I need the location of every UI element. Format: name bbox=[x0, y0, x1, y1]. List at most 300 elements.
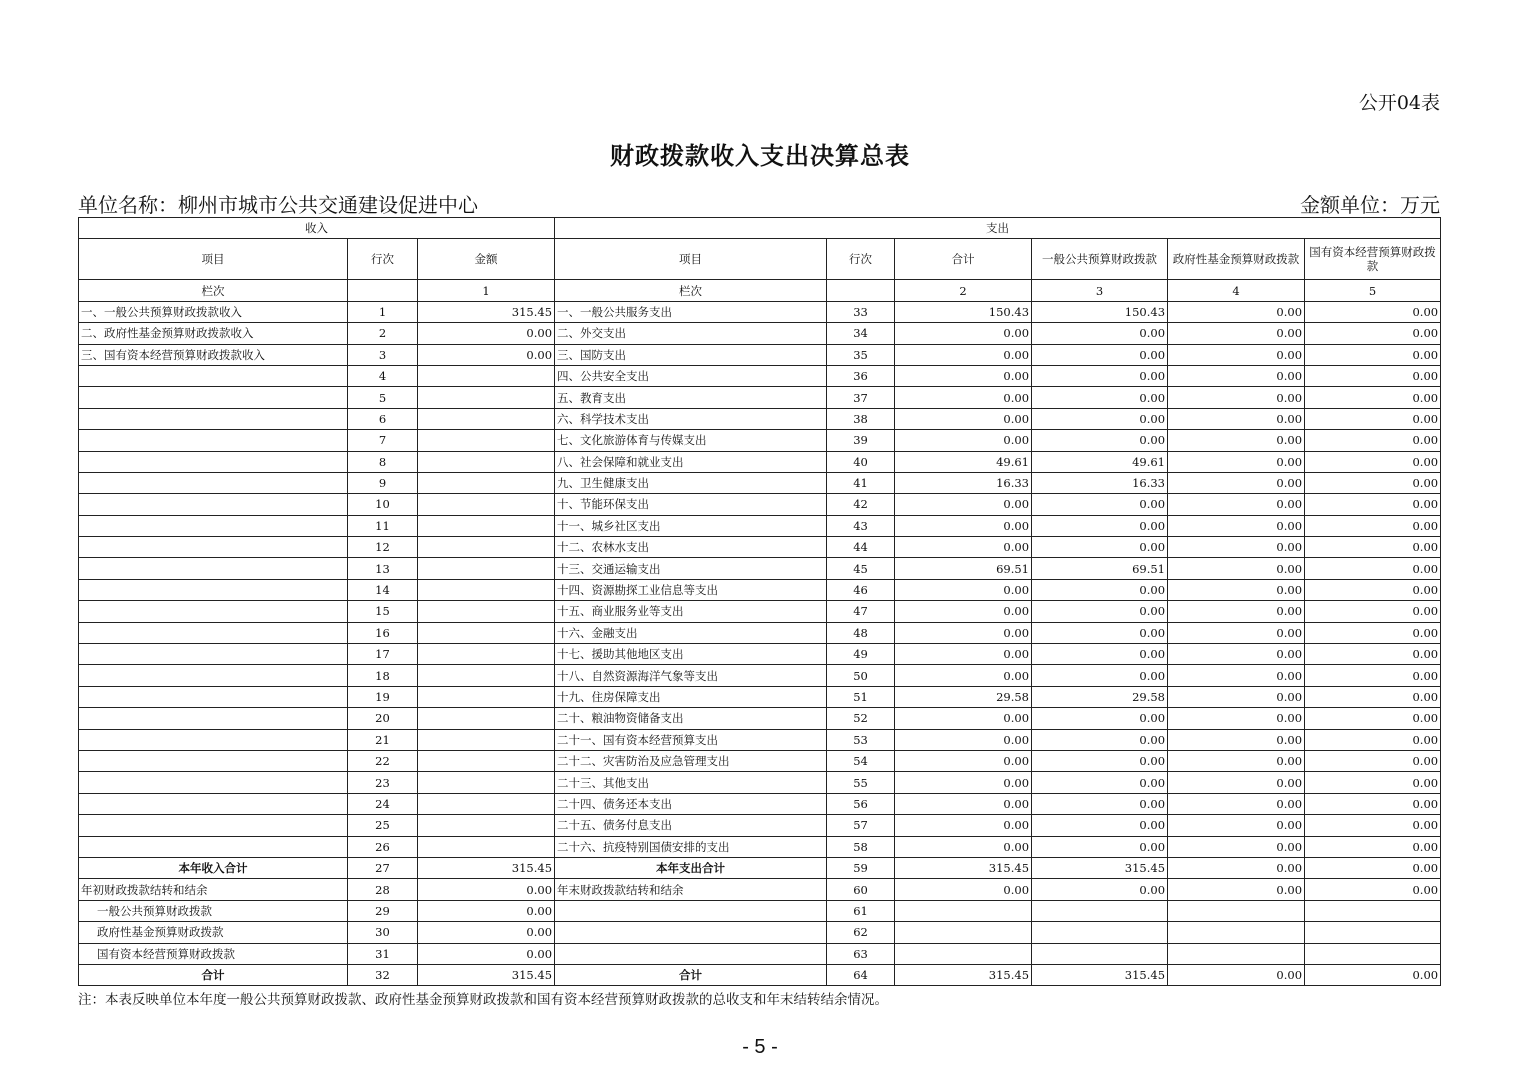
state-capital-amount: 0.00 bbox=[1305, 579, 1441, 600]
gov-fund-amount: 0.00 bbox=[1168, 408, 1305, 429]
table-row bbox=[79, 365, 1441, 386]
state-capital-amount bbox=[1305, 922, 1441, 943]
gov-fund-amount: 0.00 bbox=[1168, 494, 1305, 515]
expense-line: 64 bbox=[827, 964, 895, 985]
expense-total: 0.00 bbox=[895, 323, 1032, 344]
state-capital-amount: 0.00 bbox=[1305, 750, 1441, 771]
gov-fund-amount: 0.00 bbox=[1168, 622, 1305, 643]
income-amount: 0.00 bbox=[418, 943, 555, 964]
income-item: 国有资本经营预算财政拨款 bbox=[79, 943, 348, 964]
expense-line: 51 bbox=[827, 686, 895, 707]
column-number: 1 bbox=[418, 280, 555, 301]
expense-total: 0.00 bbox=[895, 622, 1032, 643]
income-amount bbox=[418, 408, 555, 429]
general-budget-amount bbox=[1032, 900, 1168, 921]
state-capital-amount: 0.00 bbox=[1305, 408, 1441, 429]
gov-fund-amount: 0.00 bbox=[1168, 644, 1305, 665]
income-line: 10 bbox=[348, 494, 418, 515]
income-amount bbox=[418, 515, 555, 536]
expense-line: 40 bbox=[827, 451, 895, 472]
income-amount bbox=[418, 472, 555, 493]
general-budget-amount: 0.00 bbox=[1032, 836, 1168, 857]
income-amount bbox=[418, 793, 555, 814]
column-number: 3 bbox=[1032, 280, 1168, 301]
gov-fund-amount: 0.00 bbox=[1168, 964, 1305, 985]
income-item bbox=[79, 515, 348, 536]
expense-item: 五、教育支出 bbox=[555, 387, 827, 408]
gov-fund-amount: 0.00 bbox=[1168, 579, 1305, 600]
general-budget-amount: 16.33 bbox=[1032, 472, 1168, 493]
income-amount: 315.45 bbox=[418, 857, 555, 878]
income-item bbox=[79, 365, 348, 386]
column-label: 栏次 bbox=[79, 280, 348, 301]
expense-line: 59 bbox=[827, 857, 895, 878]
state-capital-amount: 0.00 bbox=[1305, 729, 1441, 750]
income-item: 合计 bbox=[79, 964, 348, 985]
header-row-2 bbox=[79, 239, 1441, 280]
general-budget-amount: 0.00 bbox=[1032, 793, 1168, 814]
expense-line: 47 bbox=[827, 601, 895, 622]
general-budget-amount: 0.00 bbox=[1032, 750, 1168, 771]
column-number: 5 bbox=[1305, 280, 1441, 301]
state-capital-amount: 0.00 bbox=[1305, 793, 1441, 814]
state-capital-amount: 0.00 bbox=[1305, 451, 1441, 472]
expense-line: 57 bbox=[827, 815, 895, 836]
expense-line: 42 bbox=[827, 494, 895, 515]
expense-item: 十五、商业服务业等支出 bbox=[555, 601, 827, 622]
expense-line: 39 bbox=[827, 430, 895, 451]
income-item bbox=[79, 408, 348, 429]
gov-fund-amount bbox=[1168, 900, 1305, 921]
general-budget-amount: 0.00 bbox=[1032, 579, 1168, 600]
gov-fund-amount: 0.00 bbox=[1168, 665, 1305, 686]
income-amount-header: 金额 bbox=[418, 239, 555, 280]
income-item bbox=[79, 622, 348, 643]
general-budget-amount: 0.00 bbox=[1032, 430, 1168, 451]
state-capital-amount: 0.00 bbox=[1305, 772, 1441, 793]
income-item bbox=[79, 430, 348, 451]
expense-total: 0.00 bbox=[895, 579, 1032, 600]
income-item bbox=[79, 558, 348, 579]
income-line: 18 bbox=[348, 665, 418, 686]
expense-item: 二十四、债务还本支出 bbox=[555, 793, 827, 814]
state-capital-amount: 0.00 bbox=[1305, 708, 1441, 729]
expense-line: 35 bbox=[827, 344, 895, 365]
expense-line: 46 bbox=[827, 579, 895, 600]
income-line: 7 bbox=[348, 430, 418, 451]
income-header: 收入 bbox=[79, 218, 555, 239]
expense-total bbox=[895, 922, 1032, 943]
expense-item: 合计 bbox=[555, 964, 827, 985]
expense-total: 150.43 bbox=[895, 301, 1032, 322]
income-item bbox=[79, 686, 348, 707]
page-number: - 5 - bbox=[742, 1036, 778, 1058]
general-budget-amount: 0.00 bbox=[1032, 515, 1168, 536]
income-line-header: 行次 bbox=[348, 239, 418, 280]
column-number: 4 bbox=[1168, 280, 1305, 301]
form-number: 公开04表 bbox=[1358, 92, 1440, 114]
income-item bbox=[79, 793, 348, 814]
income-line: 5 bbox=[348, 387, 418, 408]
income-line: 13 bbox=[348, 558, 418, 579]
gov-fund-amount: 0.00 bbox=[1168, 301, 1305, 322]
expense-total: 0.00 bbox=[895, 729, 1032, 750]
general-budget-amount: 0.00 bbox=[1032, 601, 1168, 622]
income-line: 16 bbox=[348, 622, 418, 643]
state-capital-amount: 0.00 bbox=[1305, 622, 1441, 643]
table-row bbox=[79, 515, 1441, 536]
income-amount bbox=[418, 686, 555, 707]
income-line: 25 bbox=[348, 815, 418, 836]
expense-item: 七、文化旅游体育与传媒支出 bbox=[555, 430, 827, 451]
state-capital-amount: 0.00 bbox=[1305, 964, 1441, 985]
general-budget-amount: 0.00 bbox=[1032, 879, 1168, 900]
income-item bbox=[79, 472, 348, 493]
expense-total: 69.51 bbox=[895, 558, 1032, 579]
expense-item: 二十二、灾害防治及应急管理支出 bbox=[555, 750, 827, 771]
state-capital-amount: 0.00 bbox=[1305, 879, 1441, 900]
income-item-header: 项目 bbox=[79, 239, 348, 280]
general-budget-amount: 0.00 bbox=[1032, 708, 1168, 729]
expense-item bbox=[555, 922, 827, 943]
state-capital-amount: 0.00 bbox=[1305, 836, 1441, 857]
expense-total: 0.00 bbox=[895, 344, 1032, 365]
expense-line: 37 bbox=[827, 387, 895, 408]
income-amount bbox=[418, 579, 555, 600]
expense-total: 0.00 bbox=[895, 793, 1032, 814]
income-line: 15 bbox=[348, 601, 418, 622]
expense-item: 年末财政拨款结转和结余 bbox=[555, 879, 827, 900]
table-row bbox=[79, 772, 1441, 793]
table-row bbox=[79, 815, 1441, 836]
expense-total: 16.33 bbox=[895, 472, 1032, 493]
expense-total: 0.00 bbox=[895, 515, 1032, 536]
income-line: 14 bbox=[348, 579, 418, 600]
unit-name: 单位名称：柳州市城市公共交通建设促进中心 bbox=[78, 193, 478, 217]
state-capital-amount: 0.00 bbox=[1305, 686, 1441, 707]
income-amount bbox=[418, 430, 555, 451]
income-amount bbox=[418, 601, 555, 622]
expense-total: 0.00 bbox=[895, 815, 1032, 836]
state-capital-amount: 0.00 bbox=[1305, 558, 1441, 579]
income-item bbox=[79, 729, 348, 750]
general-budget-amount: 0.00 bbox=[1032, 644, 1168, 665]
state-capital-amount: 0.00 bbox=[1305, 644, 1441, 665]
table-row bbox=[79, 686, 1441, 707]
general-budget-amount bbox=[1032, 943, 1168, 964]
table-row bbox=[79, 879, 1441, 900]
income-line: 9 bbox=[348, 472, 418, 493]
table-row bbox=[79, 964, 1441, 985]
gov-fund-amount: 0.00 bbox=[1168, 750, 1305, 771]
state-capital-amount: 0.00 bbox=[1305, 365, 1441, 386]
general-budget-amount: 0.00 bbox=[1032, 537, 1168, 558]
expense-total: 0.00 bbox=[895, 665, 1032, 686]
expense-line-header: 行次 bbox=[827, 239, 895, 280]
general-budget-amount: 0.00 bbox=[1032, 494, 1168, 515]
income-item bbox=[79, 451, 348, 472]
gov-fund-header: 政府性基金预算财政拨款 bbox=[1168, 239, 1305, 280]
expense-total bbox=[895, 943, 1032, 964]
expense-total: 315.45 bbox=[895, 857, 1032, 878]
general-budget-amount: 315.45 bbox=[1032, 857, 1168, 878]
gov-fund-amount: 0.00 bbox=[1168, 772, 1305, 793]
amount-unit: 金额单位：万元 bbox=[1300, 193, 1440, 217]
expense-line: 58 bbox=[827, 836, 895, 857]
expense-line: 38 bbox=[827, 408, 895, 429]
expense-total: 0.00 bbox=[895, 836, 1032, 857]
expense-item: 十九、住房保障支出 bbox=[555, 686, 827, 707]
gov-fund-amount: 0.00 bbox=[1168, 558, 1305, 579]
general-budget-amount: 0.00 bbox=[1032, 815, 1168, 836]
table-row bbox=[79, 323, 1441, 344]
general-budget-amount: 150.43 bbox=[1032, 301, 1168, 322]
income-item bbox=[79, 708, 348, 729]
income-line: 26 bbox=[348, 836, 418, 857]
state-capital-amount: 0.00 bbox=[1305, 601, 1441, 622]
expense-line: 61 bbox=[827, 900, 895, 921]
expense-item bbox=[555, 900, 827, 921]
income-item: 政府性基金预算财政拨款 bbox=[79, 922, 348, 943]
expense-total: 315.45 bbox=[895, 964, 1032, 985]
expense-total: 0.00 bbox=[895, 537, 1032, 558]
income-line: 2 bbox=[348, 323, 418, 344]
income-line: 11 bbox=[348, 515, 418, 536]
income-item bbox=[79, 750, 348, 771]
expense-item: 八、社会保障和就业支出 bbox=[555, 451, 827, 472]
table-row bbox=[79, 558, 1441, 579]
expense-total: 0.00 bbox=[895, 644, 1032, 665]
income-item bbox=[79, 579, 348, 600]
expense-total: 0.00 bbox=[895, 408, 1032, 429]
column-number-row bbox=[79, 280, 1441, 301]
income-line: 31 bbox=[348, 943, 418, 964]
income-line: 32 bbox=[348, 964, 418, 985]
gov-fund-amount: 0.00 bbox=[1168, 365, 1305, 386]
expense-total bbox=[895, 900, 1032, 921]
income-line: 21 bbox=[348, 729, 418, 750]
expense-item: 十八、自然资源海洋气象等支出 bbox=[555, 665, 827, 686]
gov-fund-amount: 0.00 bbox=[1168, 323, 1305, 344]
expense-total: 0.00 bbox=[895, 750, 1032, 771]
income-item bbox=[79, 815, 348, 836]
table-row bbox=[79, 301, 1441, 322]
expense-line: 34 bbox=[827, 323, 895, 344]
expense-line: 45 bbox=[827, 558, 895, 579]
expense-item: 二十三、其他支出 bbox=[555, 772, 827, 793]
expense-line: 62 bbox=[827, 922, 895, 943]
state-capital-amount: 0.00 bbox=[1305, 857, 1441, 878]
income-item bbox=[79, 772, 348, 793]
table-row bbox=[79, 943, 1441, 964]
expense-total: 0.00 bbox=[895, 430, 1032, 451]
general-budget-amount: 29.58 bbox=[1032, 686, 1168, 707]
gov-fund-amount: 0.00 bbox=[1168, 344, 1305, 365]
income-amount bbox=[418, 772, 555, 793]
expense-line: 43 bbox=[827, 515, 895, 536]
income-item: 本年收入合计 bbox=[79, 857, 348, 878]
expense-total: 0.00 bbox=[895, 772, 1032, 793]
income-amount bbox=[418, 622, 555, 643]
income-amount bbox=[418, 494, 555, 515]
income-amount: 0.00 bbox=[418, 323, 555, 344]
state-capital-amount: 0.00 bbox=[1305, 344, 1441, 365]
expense-item: 四、公共安全支出 bbox=[555, 365, 827, 386]
table-row bbox=[79, 729, 1441, 750]
expense-item: 六、科学技术支出 bbox=[555, 408, 827, 429]
expense-item: 二十、粮油物资储备支出 bbox=[555, 708, 827, 729]
expense-item: 三、国防支出 bbox=[555, 344, 827, 365]
expense-item: 十七、援助其他地区支出 bbox=[555, 644, 827, 665]
gov-fund-amount bbox=[1168, 943, 1305, 964]
income-line: 30 bbox=[348, 922, 418, 943]
expense-item: 十二、农林水支出 bbox=[555, 537, 827, 558]
income-amount bbox=[418, 644, 555, 665]
general-budget-amount: 0.00 bbox=[1032, 323, 1168, 344]
expense-item: 二十五、债务付息支出 bbox=[555, 815, 827, 836]
state-capital-amount: 0.00 bbox=[1305, 494, 1441, 515]
income-amount: 315.45 bbox=[418, 964, 555, 985]
state-capital-amount: 0.00 bbox=[1305, 515, 1441, 536]
income-item bbox=[79, 537, 348, 558]
expense-line: 36 bbox=[827, 365, 895, 386]
gov-fund-amount: 0.00 bbox=[1168, 879, 1305, 900]
table-row bbox=[79, 387, 1441, 408]
expense-item: 一、一般公共服务支出 bbox=[555, 301, 827, 322]
income-amount bbox=[418, 451, 555, 472]
income-line: 8 bbox=[348, 451, 418, 472]
gov-fund-amount: 0.00 bbox=[1168, 537, 1305, 558]
income-line: 23 bbox=[348, 772, 418, 793]
header-row-1 bbox=[79, 218, 1441, 239]
income-line: 22 bbox=[348, 750, 418, 771]
empty-cell bbox=[827, 280, 895, 301]
expense-item-header: 项目 bbox=[555, 239, 827, 280]
table-body bbox=[79, 301, 1441, 986]
expense-total: 0.00 bbox=[895, 708, 1032, 729]
general-budget-amount: 0.00 bbox=[1032, 729, 1168, 750]
gov-fund-amount: 0.00 bbox=[1168, 793, 1305, 814]
column-label: 栏次 bbox=[555, 280, 827, 301]
empty-cell bbox=[348, 280, 418, 301]
expense-line: 63 bbox=[827, 943, 895, 964]
income-line: 12 bbox=[348, 537, 418, 558]
expense-total: 0.00 bbox=[895, 879, 1032, 900]
expense-item: 本年支出合计 bbox=[555, 857, 827, 878]
general-budget-amount: 0.00 bbox=[1032, 665, 1168, 686]
expense-item: 十、节能环保支出 bbox=[555, 494, 827, 515]
income-amount: 315.45 bbox=[418, 301, 555, 322]
table-row bbox=[79, 857, 1441, 878]
expense-total: 0.00 bbox=[895, 387, 1032, 408]
state-capital-amount: 0.00 bbox=[1305, 815, 1441, 836]
expense-line: 60 bbox=[827, 879, 895, 900]
income-item bbox=[79, 644, 348, 665]
gov-fund-amount: 0.00 bbox=[1168, 708, 1305, 729]
table-row bbox=[79, 494, 1441, 515]
state-capital-amount: 0.00 bbox=[1305, 387, 1441, 408]
income-amount bbox=[418, 708, 555, 729]
expense-line: 49 bbox=[827, 644, 895, 665]
expense-line: 52 bbox=[827, 708, 895, 729]
expense-line: 54 bbox=[827, 750, 895, 771]
income-amount bbox=[418, 558, 555, 579]
table-row bbox=[79, 451, 1441, 472]
income-item bbox=[79, 387, 348, 408]
gov-fund-amount: 0.00 bbox=[1168, 515, 1305, 536]
expense-header: 支出 bbox=[555, 218, 1441, 239]
gov-fund-amount: 0.00 bbox=[1168, 601, 1305, 622]
income-amount bbox=[418, 387, 555, 408]
income-amount: 0.00 bbox=[418, 900, 555, 921]
income-line: 3 bbox=[348, 344, 418, 365]
expense-line: 44 bbox=[827, 537, 895, 558]
gov-fund-amount: 0.00 bbox=[1168, 836, 1305, 857]
income-amount bbox=[418, 815, 555, 836]
income-amount bbox=[418, 836, 555, 857]
income-line: 27 bbox=[348, 857, 418, 878]
expense-item: 二十一、国有资本经营预算支出 bbox=[555, 729, 827, 750]
income-item: 三、国有资本经营预算财政拨款收入 bbox=[79, 344, 348, 365]
footnote: 注：本表反映单位本年度一般公共预算财政拨款、政府性基金预算财政拨款和国有资本经营预算财政拨款的总收支和年末结转结余情况。 bbox=[78, 992, 888, 1008]
expense-total: 0.00 bbox=[895, 365, 1032, 386]
expense-item: 十四、资源勘探工业信息等支出 bbox=[555, 579, 827, 600]
income-line: 17 bbox=[348, 644, 418, 665]
income-line: 29 bbox=[348, 900, 418, 921]
general-budget-amount: 69.51 bbox=[1032, 558, 1168, 579]
income-item: 年初财政拨款结转和结余 bbox=[79, 879, 348, 900]
expense-item bbox=[555, 943, 827, 964]
expense-total-header: 合计 bbox=[895, 239, 1032, 280]
income-amount bbox=[418, 665, 555, 686]
table-row bbox=[79, 472, 1441, 493]
table-row bbox=[79, 344, 1441, 365]
income-amount bbox=[418, 365, 555, 386]
expense-total: 49.61 bbox=[895, 451, 1032, 472]
gov-fund-amount: 0.00 bbox=[1168, 430, 1305, 451]
expense-item: 十一、城乡社区支出 bbox=[555, 515, 827, 536]
table-row bbox=[79, 665, 1441, 686]
table-row bbox=[79, 708, 1441, 729]
column-number: 2 bbox=[895, 280, 1032, 301]
table-row bbox=[79, 408, 1441, 429]
gov-fund-amount: 0.00 bbox=[1168, 857, 1305, 878]
expense-line: 48 bbox=[827, 622, 895, 643]
gov-fund-amount: 0.00 bbox=[1168, 387, 1305, 408]
gov-fund-amount bbox=[1168, 922, 1305, 943]
income-line: 1 bbox=[348, 301, 418, 322]
table-row bbox=[79, 644, 1441, 665]
income-item bbox=[79, 494, 348, 515]
table-row bbox=[79, 750, 1441, 771]
income-amount: 0.00 bbox=[418, 922, 555, 943]
income-amount bbox=[418, 750, 555, 771]
table-row bbox=[79, 430, 1441, 451]
state-capital-amount bbox=[1305, 900, 1441, 921]
general-budget-amount: 0.00 bbox=[1032, 622, 1168, 643]
state-capital-amount: 0.00 bbox=[1305, 472, 1441, 493]
expense-line: 41 bbox=[827, 472, 895, 493]
expense-line: 55 bbox=[827, 772, 895, 793]
state-capital-amount: 0.00 bbox=[1305, 301, 1441, 322]
expense-item: 九、卫生健康支出 bbox=[555, 472, 827, 493]
table-row bbox=[79, 793, 1441, 814]
table-row bbox=[79, 900, 1441, 921]
general-budget-header: 一般公共预算财政拨款 bbox=[1032, 239, 1168, 280]
expense-item: 二十六、抗疫特别国债安排的支出 bbox=[555, 836, 827, 857]
general-budget-amount: 49.61 bbox=[1032, 451, 1168, 472]
general-budget-amount: 0.00 bbox=[1032, 387, 1168, 408]
